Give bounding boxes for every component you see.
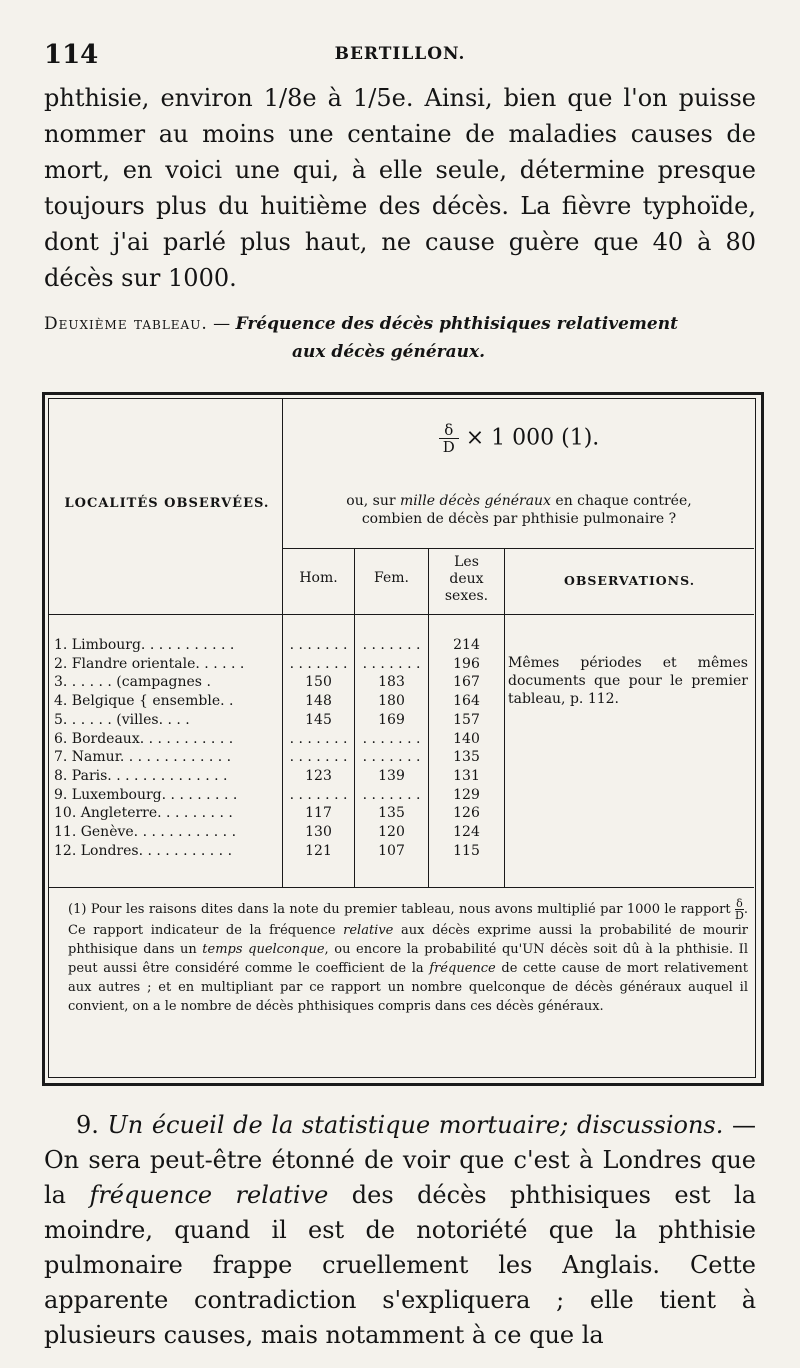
footnote-frac-den: D <box>735 909 744 922</box>
row-fem-value: . . . . . . . <box>362 787 421 803</box>
formula-fraction <box>439 422 459 455</box>
formula-numerator: δ <box>439 422 459 439</box>
row-both-value: 135 <box>453 749 480 765</box>
row-locality: 8. Paris. . . . . . . . . . . . . . <box>54 768 228 784</box>
row-fem-value: 120 <box>378 824 405 840</box>
footnote-part2: . Ce rapport indicateur de la fréquence <box>68 902 748 938</box>
col-header-both: Les deux sexes. <box>444 554 489 604</box>
row-locality: 4. Belgique { ensemble. . <box>54 693 234 709</box>
row-both-value: 214 <box>453 637 480 653</box>
row-hom-value: 121 <box>305 843 332 859</box>
localites-header: LOCALITÉS OBSERVÉES. <box>64 496 270 511</box>
row-both-value: 167 <box>453 674 480 690</box>
section-text2: des décès phthisiques est la moindre, quand il est de notoriété que la phthisie pulmonaire frappe cruellement les Anglais. Cette apparente contradiction s'expliquera ; elle tient à plusieurs causes, mais notamment à ce que la <box>44 1181 756 1349</box>
section-italic: fréquence relative <box>89 1181 329 1209</box>
row-fem-value: 169 <box>378 712 405 728</box>
row-hom-value: . . . . . . . <box>289 787 348 803</box>
row-both-value: 124 <box>453 824 480 840</box>
col-header-hom: Hom. <box>299 570 338 586</box>
row-hom-value: . . . . . . . <box>289 749 348 765</box>
observations-text: Mêmes périodes et mêmes documents que pour le premier tableau, p. 112. <box>508 655 748 707</box>
subtitle-line2: combien de décès par phthisie pulmonaire ? <box>361 511 677 527</box>
subtitle-italic: mille décès généraux <box>400 493 551 509</box>
row-fem-value: . . . . . . . <box>362 637 421 653</box>
row-both-value: 164 <box>453 693 480 709</box>
row-hom-value: . . . . . . . <box>289 637 348 653</box>
col-header-observations: OBSERVATIONS. <box>563 573 696 588</box>
footnote-italic3: fréquence <box>429 961 496 976</box>
row-locality: 9. Luxembourg. . . . . . . . . <box>54 787 238 803</box>
row-locality: 1. Limbourg. . . . . . . . . . . <box>54 637 235 653</box>
section-heading: Un écueil de la statistique mortuaire; discussions. <box>107 1111 724 1139</box>
rule-both-separator <box>504 549 505 887</box>
row-both-value: 129 <box>453 787 480 803</box>
section-dash: — <box>723 1111 756 1139</box>
row-hom-value: 148 <box>305 693 332 709</box>
formula-denominator: D <box>442 438 455 456</box>
subtitle-prefix: ou, sur <box>346 493 400 509</box>
row-fem-value: 135 <box>378 805 405 821</box>
table-label: Deuxième tableau. <box>44 314 208 334</box>
row-both-value: 126 <box>453 805 480 821</box>
footnote-part1: (1) Pour les raisons dites dans la note du premier tableau, nous avons multiplié par 1000 le rapport <box>68 902 731 917</box>
statistics-table <box>42 392 762 1086</box>
page-number: 114 <box>44 40 99 70</box>
row-fem-value: 139 <box>378 768 405 784</box>
footnote-part4: , ou encore la probabilité qu'UN décès soit dû à la phthisie. Il peut aussi être considéré comme le coefficient de la <box>68 942 748 976</box>
row-fem-value: 183 <box>378 674 405 690</box>
col-header-fem: Fem. <box>374 570 409 586</box>
row-both-value: 131 <box>453 768 480 784</box>
row-both-value: 140 <box>453 731 480 747</box>
row-fem-value: 180 <box>378 693 405 709</box>
row-locality: 2. Flandre orientale. . . . . . <box>54 656 245 672</box>
row-hom-value: . . . . . . . <box>289 731 348 747</box>
row-hom-value: 130 <box>305 824 332 840</box>
caption-title-line2: aux décès généraux. <box>292 342 486 362</box>
section-paragraph <box>44 1108 756 1353</box>
row-hom-value: 145 <box>305 712 332 728</box>
rule-body-bottom <box>49 887 754 888</box>
row-both-value: 196 <box>453 656 480 672</box>
formula-multiplier: × 1 000 (1). <box>465 425 600 451</box>
row-fem-value: 107 <box>378 843 405 859</box>
row-hom-value: 117 <box>305 805 332 821</box>
caption-title-line1: Fréquence des décès phthisiques relativement <box>235 314 678 334</box>
row-locality: 3. . . . . . (campagnes . <box>54 674 211 690</box>
footnote-italic2: temps quelconque <box>202 942 325 957</box>
intro-paragraph <box>44 80 756 296</box>
rule-header-bottom <box>49 614 754 615</box>
rule-subheader <box>282 548 754 549</box>
row-both-value: 157 <box>453 712 480 728</box>
row-locality: 10. Angleterre. . . . . . . . . <box>54 805 233 821</box>
table-footnote <box>68 898 748 1016</box>
row-hom-value: . . . . . . . <box>289 656 348 672</box>
row-locality: 12. Londres. . . . . . . . . . . <box>54 843 233 859</box>
footnote-frac-num: δ <box>736 897 743 910</box>
section-number: 9. <box>76 1111 99 1139</box>
row-fem-value: . . . . . . . <box>362 656 421 672</box>
row-both-value: 115 <box>453 843 480 859</box>
intro-text: phthisie, environ 1/8e à 1/5e. Ainsi, bien que l'on puisse nommer au moins une centaine de maladies causes de mort, en voici une qui, à elle seule, détermine presque toujours plus du huitième des décès. La fièvre typhoïde, dont j'ai parlé plus haut, ne cause guère que 40 à 80 décès sur 1000. <box>44 84 756 292</box>
page-header <box>44 40 756 70</box>
row-locality: 6. Bordeaux. . . . . . . . . . . <box>54 731 234 747</box>
formula <box>286 422 752 478</box>
row-fem-value: . . . . . . . <box>362 731 421 747</box>
footnote-part5: de cette cause de mort relativement aux autres ; et en multipliant par ce rapport un nombre quelconque de décès généraux auquel il convient, on a le nombre de décès phthisiques compris dans ces décès généraux. <box>68 961 748 1014</box>
row-hom-value: 123 <box>305 768 332 784</box>
running-head: BERTILLON. <box>334 44 466 64</box>
footnote-italic1: relative <box>343 923 394 938</box>
footnote-fraction <box>735 898 744 921</box>
table-caption <box>44 310 756 366</box>
row-locality: 7. Namur. . . . . . . . . . . . . <box>54 749 232 765</box>
row-locality: 5. . . . . . (villes. . . . <box>54 712 190 728</box>
formula-description <box>286 492 752 528</box>
footnote-part3: aux décès exprime aussi la probabilité de mourir phthisique dans un <box>68 923 748 957</box>
caption-dash: — <box>213 314 231 334</box>
subtitle-suffix: en chaque contrée, <box>550 493 692 509</box>
row-locality: 11. Genève. . . . . . . . . . . . <box>54 824 237 840</box>
section-text1: On sera peut-être étonné de voir que c'est à Londres que la <box>44 1146 756 1209</box>
row-fem-value: . . . . . . . <box>362 749 421 765</box>
row-hom-value: 150 <box>305 674 332 690</box>
